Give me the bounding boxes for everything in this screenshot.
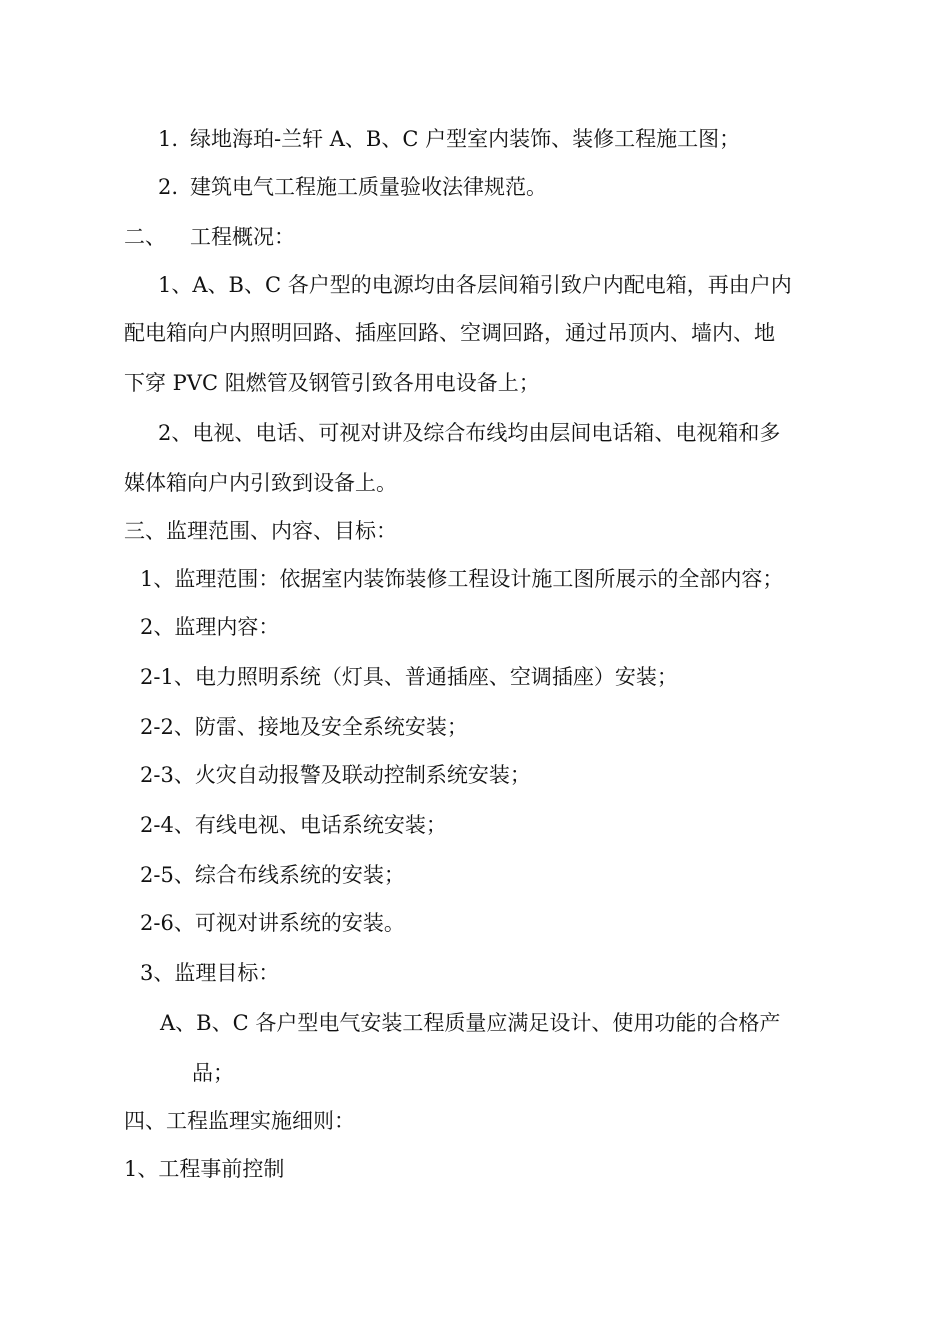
content-item: 2-1、电力照明系统（灯具、普通插座、空调插座）安装； (140, 665, 678, 689)
section-heading-overview (124, 222, 295, 252)
overview-paragraph-1-line-2: 配电箱向户内照明回路、插座回路、空调回路，通过吊顶内、墙内、地 (124, 321, 775, 345)
basis-item-number: 1. (158, 127, 179, 151)
basis-item-2 (158, 172, 547, 202)
basis-item-1 (158, 124, 740, 154)
subsection-heading-prior-control: 1、工程事前控制 (124, 1157, 285, 1181)
supervision-goal-line-1: A、B、C 各户型电气安装工程质量应满足设计、使用功能的合格产 (160, 1011, 781, 1035)
overview-paragraph-2-line-1: 2、电视、电话、可视对讲及综合布线均由层间电话箱、电视箱和多 (158, 421, 781, 445)
section-heading-text: 工程概况： (190, 225, 295, 249)
section-heading-number: 二、 (124, 225, 166, 249)
content-item: 2-5、综合布线系统的安装； (140, 863, 405, 887)
section-heading-implementation: 四、工程监理实施细则： (124, 1109, 355, 1133)
content-item: 2-2、防雷、接地及安全系统安装； (140, 715, 468, 739)
overview-paragraph-1-line-1: 1、A、B、C 各户型的电源均由各层间箱引致户内配电箱，再由户内 (158, 273, 792, 297)
section-heading-scope: 三、监理范围、内容、目标： (124, 519, 397, 543)
overview-paragraph-2-line-2: 媒体箱向户内引致到设备上。 (124, 471, 397, 495)
content-item: 2-6、可视对讲系统的安装。 (140, 911, 405, 935)
basis-item-text: 绿地海珀-兰轩 A、B、C 户型室内装饰、装修工程施工图； (190, 127, 741, 151)
content-item: 2-4、有线电视、电话系统安装； (140, 813, 447, 837)
basis-item-number: 2. (158, 175, 179, 199)
content-item: 2-3、火灾自动报警及联动控制系统安装； (140, 763, 531, 787)
supervision-goal-line-2: 品； (192, 1061, 234, 1085)
supervision-content-heading: 2、监理内容： (140, 615, 280, 639)
overview-paragraph-1-line-3: 下穿 PVC 阻燃管及钢管引致各用电设备上； (124, 371, 540, 395)
supervision-scope: 1、监理范围：依据室内装饰装修工程设计施工图所展示的全部内容； (140, 567, 784, 591)
basis-item-text: 建筑电气工程施工质量验收法律规范。 (190, 175, 547, 199)
supervision-goal-heading: 3、监理目标： (140, 961, 280, 985)
